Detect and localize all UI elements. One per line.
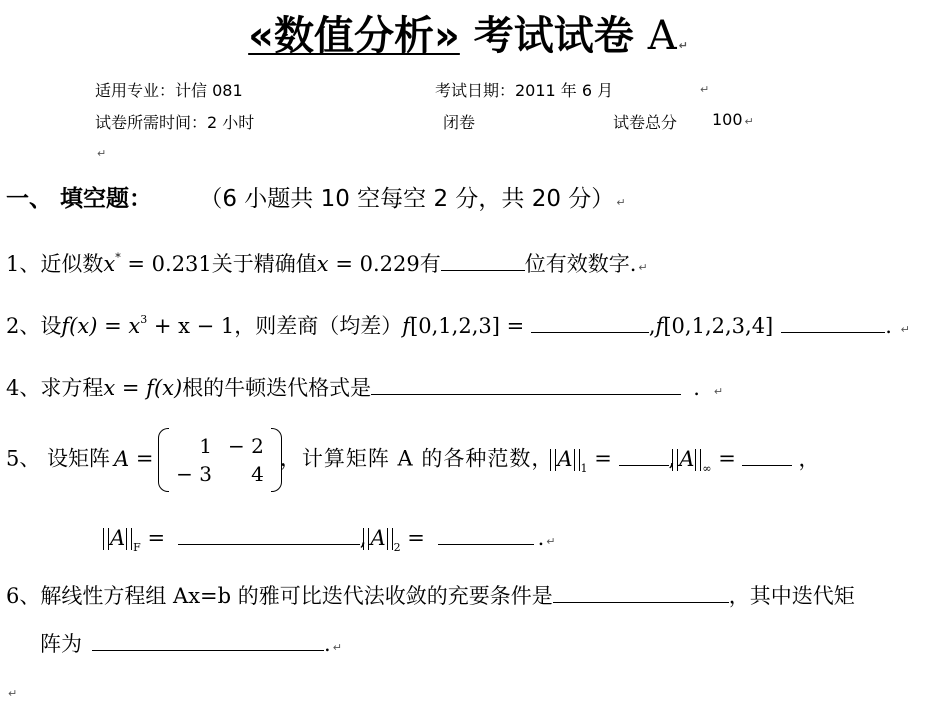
title-suffix: 考试试卷 <box>473 13 634 59</box>
paragraph-mark-icon: ↵ <box>97 147 107 160</box>
norm-F: A <box>106 526 129 550</box>
answer-blank[interactable] <box>441 252 525 271</box>
answer-blank[interactable] <box>371 376 681 395</box>
meta-date: 考试日期：2011 年 6 月 <box>435 81 614 100</box>
meta-closed: 闭卷 <box>443 113 476 132</box>
meta-total-label: 试卷总分 <box>613 113 678 132</box>
question-5-line-2: A $_F$ = , A $_2$ = . ↵ <box>106 526 555 554</box>
question-2: 2、设$f(x) = x^3 + x - 1$，则差商（均差）f[0,1,2,3] = ,f[0,1,2,3,4] . ↵ <box>6 313 910 338</box>
answer-blank[interactable] <box>531 314 649 333</box>
question-5: 5、 设矩阵 A = 1 − 2 − 3 4 ，计算矩阵 A 的各种范数， A $_1$ = , A $_\infty$ = ， <box>6 432 819 488</box>
answer-blank[interactable] <box>92 632 324 651</box>
section-title: 一、 填空题： <box>6 186 153 212</box>
norm-inf: A <box>675 447 698 471</box>
title-letter: A <box>647 13 677 59</box>
answer-blank[interactable] <box>619 447 669 466</box>
question-6: 6、解线性方程组 Ax=b 的雅可比迭代法收敛的充要条件是 ，其中迭代矩 <box>6 584 855 608</box>
meta-major: 适用专业：计信 081 <box>95 81 243 100</box>
matrix-A: 1 − 2 − 3 4 <box>160 432 280 488</box>
paragraph-mark-icon: ↵ <box>700 83 710 96</box>
norm-2: A <box>366 526 389 550</box>
section-note: （6 小题共 10 空每空 2 分，共 20 分） <box>199 186 615 212</box>
answer-blank[interactable] <box>742 447 792 466</box>
answer-blank[interactable] <box>781 314 885 333</box>
question-4: 4、求方程x = f(x)根的牛顿迭代格式是 . ↵ <box>6 376 724 400</box>
answer-blank[interactable] <box>553 584 729 603</box>
question-6-line-2: 阵为 . ↵ <box>40 632 342 656</box>
q1-number: 1、近似数 <box>6 252 104 276</box>
answer-blank[interactable] <box>438 526 534 545</box>
paragraph-mark-icon: ↵ <box>678 39 688 52</box>
question-1: 1、近似数x* = 0.231关于精确值x = 0.229有 位有效数字. ↵ <box>6 251 648 276</box>
paragraph-mark-icon: ↵ <box>8 687 18 700</box>
section-heading: 一、 填空题： （6 小题共 10 空每空 2 分，共 20 分） ↵ <box>6 186 626 212</box>
norm-1: A <box>553 447 576 471</box>
meta-time: 试卷所需时间：2 小时 <box>95 113 255 132</box>
exam-title <box>0 4 936 61</box>
title-course: «数值分析» <box>248 13 460 59</box>
meta-total-value: 100 ↵ <box>712 110 754 129</box>
q1-var: x <box>103 252 116 276</box>
answer-blank[interactable] <box>178 526 360 545</box>
